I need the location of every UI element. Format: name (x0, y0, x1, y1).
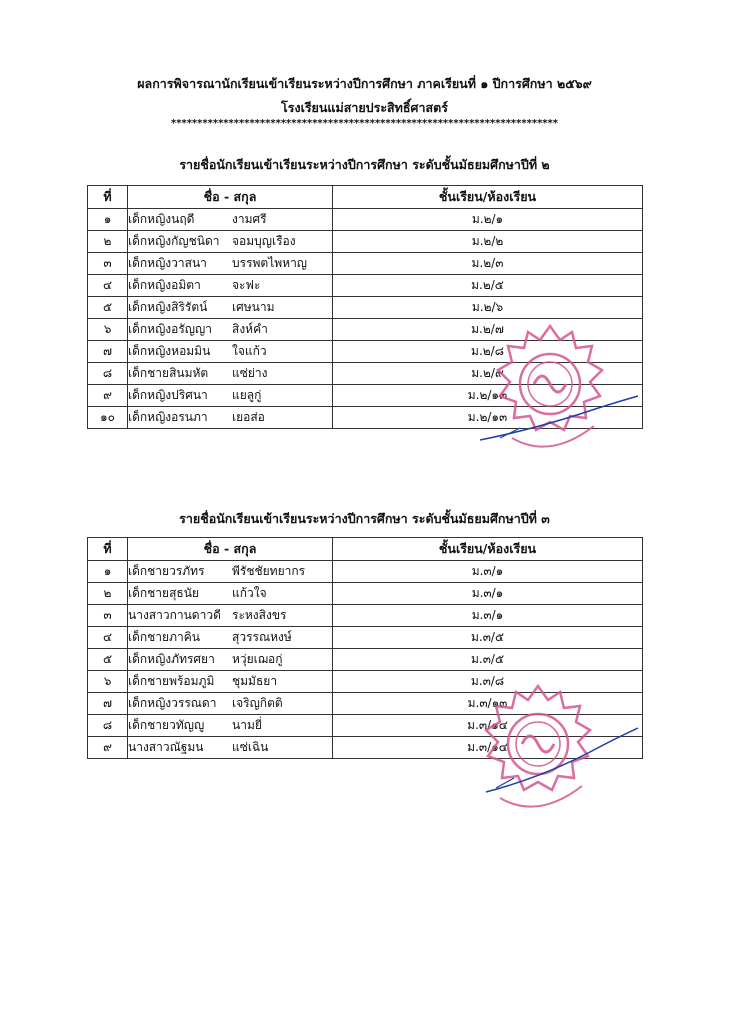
col-header-no: ที่ (88, 538, 128, 561)
student-name (128, 209, 333, 231)
row-number: ๓ (88, 253, 128, 275)
student-name (128, 253, 333, 275)
student-name (128, 649, 333, 671)
class-room: ม.๓/๑๔ (333, 715, 643, 737)
first-name: เด็กหญิงนฤดี (128, 212, 195, 226)
class-room: ม.๒/๓ (333, 253, 643, 275)
last-name: จอมบุญเรือง (232, 234, 296, 248)
signature-mark (470, 722, 650, 802)
asterisk-divider: ************************************************************************** (171, 118, 558, 129)
row-number: ๖ (88, 671, 128, 693)
class-room: ม.๒/๑๓ (333, 407, 643, 429)
row-number: ๖ (88, 319, 128, 341)
class-room: ม.๓/๑ (333, 605, 643, 627)
last-name: ชุมมัธยา (232, 674, 278, 688)
first-name: เด็กหญิงปริศนา (128, 388, 208, 402)
signature-mark (470, 390, 650, 450)
class-room: ม.๒/๗ (333, 319, 643, 341)
student-name (128, 583, 333, 605)
document-title: ผลการพิจารณานักเรียนเข้าเรียนระหว่างปีการศึกษา ภาคเรียนที่ ๑ ปีการศึกษา ๒๕๖๙ (137, 76, 592, 91)
student-name (128, 561, 333, 583)
first-name: นางสาวกานดาวดี (128, 608, 221, 622)
student-name (128, 319, 333, 341)
table-row (88, 649, 643, 671)
table-row (88, 583, 643, 605)
first-name: เด็กชายวทัญญู (128, 718, 205, 732)
col-header-name: ชื่อ - สกุล (128, 186, 333, 209)
student-name (128, 341, 333, 363)
row-number: ๑ (88, 561, 128, 583)
class-room: ม.๒/๒ (333, 231, 643, 253)
table-row (88, 605, 643, 627)
row-number: ๑ (88, 209, 128, 231)
first-name: เด็กหญิงอมิตา (128, 278, 201, 292)
first-name: เด็กหญิงวรรณดา (128, 696, 217, 710)
last-name: เจริญกิตติ (232, 696, 283, 710)
class-room: ม.๒/๘ (333, 341, 643, 363)
class-room: ม.๓/๕ (333, 627, 643, 649)
class-room: ม.๓/๕ (333, 649, 643, 671)
first-name: เด็กชายวรภัทร (128, 564, 205, 578)
row-number: ๙ (88, 385, 128, 407)
row-number: ๒ (88, 583, 128, 605)
last-name: ใจแก้ว (232, 344, 267, 358)
first-name: นางสาวณัฐมน (128, 740, 204, 754)
first-name: เด็กชายสินมหัต (128, 366, 209, 380)
last-name: หวุ่ยเฌอกู่ (232, 652, 283, 666)
student-name (128, 737, 333, 759)
row-number: ๕ (88, 649, 128, 671)
student-name (128, 275, 333, 297)
table-header-row (88, 186, 643, 209)
class-room: ม.๒/๕ (333, 275, 643, 297)
first-name: เด็กหญิงสิริรัตน์ (128, 300, 208, 314)
first-name: เด็กชายภาคิน (128, 630, 200, 644)
class-room: ม.๓/๑ (333, 583, 643, 605)
class-room: ม.๓/๑ (333, 561, 643, 583)
row-number: ๕ (88, 297, 128, 319)
table-row (88, 627, 643, 649)
first-name: เด็กหญิงภัทรศยา (128, 652, 215, 666)
first-name: เด็กหญิงกัญชนิดา (128, 234, 220, 248)
last-name: สิงห์คำ (232, 322, 268, 336)
student-name (128, 363, 333, 385)
student-name (128, 627, 333, 649)
row-number: ๓ (88, 605, 128, 627)
student-name (128, 715, 333, 737)
table-row (88, 297, 643, 319)
table-row (88, 561, 643, 583)
table-row (88, 209, 643, 231)
student-name (128, 693, 333, 715)
col-header-no: ที่ (88, 186, 128, 209)
row-number: ๑๐ (88, 407, 128, 429)
row-number: ๙ (88, 737, 128, 759)
last-name: จะฟะ (232, 278, 261, 292)
last-name: แยลูกู่ (232, 388, 262, 402)
class-room: ม.๒/๑ (333, 209, 643, 231)
row-number: ๔ (88, 627, 128, 649)
last-name: แก้วใจ (232, 586, 267, 600)
student-name (128, 407, 333, 429)
class-room: ม.๓/๑๔ (333, 737, 643, 759)
row-number: ๘ (88, 363, 128, 385)
class-room: ม.๒/๙ (333, 363, 643, 385)
section-title-m3: รายชื่อนักเรียนเข้าเรียนระหว่างปีการศึกษา ระดับชั้นมัธยมศึกษาปีที่ ๓ (179, 511, 550, 526)
table-row (88, 253, 643, 275)
class-room: ม.๓/๘ (333, 671, 643, 693)
col-header-room: ชั้นเรียน/ห้องเรียน (333, 186, 643, 209)
class-room: ม.๓/๑๓ (333, 693, 643, 715)
student-name (128, 605, 333, 627)
first-name: เด็กหญิงหอมมิน (128, 344, 211, 358)
first-name: เด็กหญิงอรนภา (128, 410, 208, 424)
row-number: ๔ (88, 275, 128, 297)
last-name: นามยี่ (232, 718, 262, 732)
last-name: พีรัชชัยทยากร (232, 564, 306, 578)
row-number: ๒ (88, 231, 128, 253)
student-name (128, 671, 333, 693)
last-name: แซ่ย่าง (232, 366, 268, 380)
last-name: เศษนาม (232, 300, 275, 314)
first-name: เด็กชายสุธนัย (128, 586, 199, 600)
col-header-name: ชื่อ - สกุล (128, 538, 333, 561)
student-name (128, 385, 333, 407)
row-number: ๗ (88, 693, 128, 715)
student-name (128, 297, 333, 319)
table-header-row (88, 538, 643, 561)
class-room: ม.๒/๑๓ (333, 385, 643, 407)
first-name: เด็กหญิงวาสนา (128, 256, 207, 270)
table-row (88, 275, 643, 297)
last-name: งามศรี (232, 212, 267, 226)
school-name: โรงเรียนแม่สายประสิทธิ์ศาสตร์ (281, 100, 448, 115)
class-room: ม.๒/๖ (333, 297, 643, 319)
last-name: สุวรรณหงษ์ (232, 630, 292, 644)
last-name: เยอส่อ (232, 410, 265, 424)
row-number: ๗ (88, 341, 128, 363)
student-name (128, 231, 333, 253)
last-name: ระหงสิงขร (232, 608, 287, 622)
table-row (88, 231, 643, 253)
first-name: เด็กชายพร้อมภูมิ (128, 674, 215, 688)
col-header-room: ชั้นเรียน/ห้องเรียน (333, 538, 643, 561)
last-name: แซ่เฉิน (232, 740, 269, 754)
first-name: เด็กหญิงอรัญญา (128, 322, 212, 336)
row-number: ๘ (88, 715, 128, 737)
last-name: บรรพตไพหาญ (232, 256, 308, 270)
section-title-m2: รายชื่อนักเรียนเข้าเรียนระหว่างปีการศึกษา ระดับชั้นมัธยมศึกษาปีที่ ๒ (179, 157, 550, 172)
